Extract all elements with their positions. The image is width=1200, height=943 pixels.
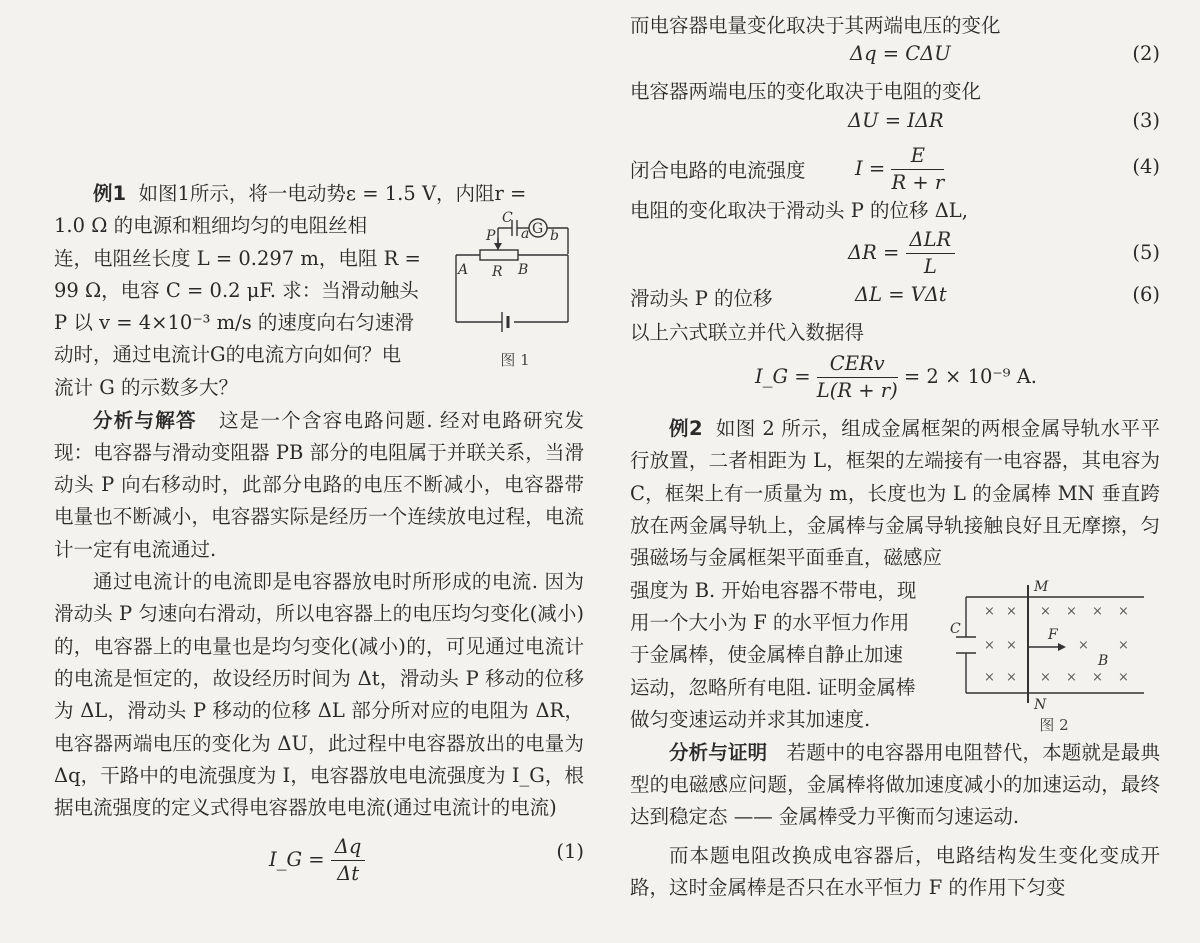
equation-7: I_G = $\frac{\text{CERv}}{L(R + r)}$ = 2 × 10⁻⁹ A. [755, 352, 1037, 403]
equation-2: Δq = CΔU (2) [850, 42, 1160, 66]
fig1-label-P: P [486, 228, 496, 245]
svg-text:×: × [1078, 637, 1089, 653]
example1-line: P 以 v = 4×10⁻³ m/s 的速度向右匀速滑 [54, 311, 414, 335]
last-paragraph: 而本题电阻改换成电容器后，电路结构发生变化变成开路，这时金属棒是否只在水平恒力 F 的作用下匀变 [630, 843, 1160, 899]
rail-diagram-2 [948, 575, 1160, 710]
example1-line: 99 Ω，电容 C = 0.2 μF. 求：当滑动触头 [54, 278, 419, 302]
example1-label: 例1 [93, 182, 127, 205]
svg-text:×: × [1092, 603, 1103, 619]
svg-text:×: × [984, 637, 995, 653]
equation-number: (1) [556, 840, 584, 864]
text-line: 电阻的变化取决于滑动头 P 的位移 ΔL, [630, 198, 968, 222]
fig1-label-B: B [518, 262, 529, 279]
figure-1 [446, 210, 584, 370]
equation-number: (3) [1132, 108, 1160, 132]
equation-3: ΔU = IΔR (3) [848, 108, 1160, 132]
svg-text:×: × [1066, 669, 1077, 685]
figure-2-caption: 图 2 [1039, 715, 1069, 734]
figure-1-caption: 图 1 [500, 351, 530, 370]
equation-number: (5) [1132, 240, 1160, 264]
svg-text:×: × [1040, 603, 1051, 619]
example2-label: 例2 [669, 417, 703, 441]
text-line: 电容器两端电压的变化取决于电阻的变化 [630, 80, 982, 104]
equation-number: (4) [1132, 154, 1160, 178]
fig2-label-F: F [1048, 626, 1058, 643]
figure-2 [948, 575, 1160, 735]
paragraph-2: 通过电流计的电流即是电容器放电时所形成的电流. 因为滑动头 P 匀速向右滑动，所以电容器上的电压均匀变化(减小)的，电容器上的电量也是均匀变化(减小)的，可见通过电流计的电流是恒定的，故设经历时间为 Δt，滑动头 P 移动的位移为 ΔL，滑动头 P 移动的位移 ΔL 部分所对应的电阻为 ΔR，电容器两端电压的变化为 ΔU，此过程中电容器放出的电量为 Δq，干路中的电流强度为 I，电容器放电电流强度为 I_G，根据电流强度的定义式得电容器放电电流(通过电流计的电流) [54, 570, 584, 820]
text-line: 以上六式联立并代入数据得 [630, 320, 865, 344]
example2-wrapped-text: 强度为 B. 开始电容器不带电，现 用一个大小为 F 的水平恒力作用 于金属棒，使金属棒自静止加速 运动，忽略所有电阻. 证明金属棒 做匀变速运动并求其加速度. [630, 578, 917, 731]
example1-line: 例1 如图1所示，将一电动势ε = 1.5 V，内阻r = [93, 182, 527, 205]
svg-text:×: × [984, 603, 995, 619]
equation-6: 滑动头 P 的位移 ΔL = VΔt (6) [630, 282, 1160, 310]
svg-text:×: × [1092, 669, 1103, 685]
proof-paragraph: 分析与证明 若题中的电容器用电阻替代，本题就是最典型的电磁感应问题，金属棒将做加速度减小的加速运动，最终达到稳定态 —— 金属棒受力平衡而匀速运动. [630, 740, 1160, 829]
example1-line: 1.0 Ω 的电源和粗细均匀的电阻丝相 [54, 214, 368, 238]
fig2-label-M: M [1034, 578, 1049, 595]
example2-paragraph: 例2 如图 2 所示，组成金属框架的两根金属导轨水平平行放置，二者相距为 L，框架的左端接有一电容器，其电容为 C，框架上有一质量为 m，长度也为 L 的金属棒 MN 垂直跨放在两金属导轨上，金属棒与金属导轨接触良好且无摩擦，匀强磁场与金属框架平面垂直，磁感应 [630, 417, 1160, 570]
text-line: 而电容器电量变化取决于其两端电压的变化 [630, 14, 1001, 37]
svg-text:×: × [1006, 637, 1017, 653]
example1-line: 连，电阻丝长度 L = 0.297 m，电阻 R = [54, 246, 421, 270]
example1-wrapped-text [54, 210, 449, 371]
svg-text:×: × [1040, 669, 1051, 685]
example2-figure-block [630, 575, 1160, 737]
analysis-text: 这是一个含容电路问题. 经对电路研究发现：电容器与滑动变阻器 PB 部分的电阻属于并联关系，当滑动头 P 向右移动时，此部分电路的电压不断减小，电容器带电量也不断减小，电容器实际是经历一个连续放电过程，电流计一定有电流通过. [54, 408, 584, 561]
example1-figure-block [54, 210, 584, 372]
example1-line: 流计 G 的示数多大？ [54, 376, 238, 400]
circuit-diagram-1 [446, 210, 584, 345]
svg-text:×: × [984, 669, 995, 685]
analysis-paragraph [54, 405, 584, 566]
fig2-label-C: C [950, 620, 961, 637]
svg-text:×: × [1006, 603, 1017, 619]
svg-text:×: × [1118, 637, 1129, 653]
fig2-label-N: N [1034, 696, 1047, 710]
fig2-label-B: B [1098, 652, 1109, 669]
equation-1: I_G = $\frac{\Delta q}{\Delta t}$ (1) [269, 835, 584, 886]
svg-text:×: × [1066, 603, 1077, 619]
analysis-label: 分析与解答 [93, 408, 197, 432]
fig1-label-C: C [502, 210, 513, 227]
proof-label: 分析与证明 [669, 740, 768, 764]
fig1-label-b: b [550, 228, 559, 245]
right-column [630, 0, 1160, 904]
galvanometer-label: G [532, 221, 544, 238]
svg-text:×: × [1118, 603, 1129, 619]
equation-number: (6) [1132, 282, 1160, 306]
equation-4: 闭合电路的电流强度 I = $\frac{E}{R + r}$ (4) [630, 143, 1160, 194]
svg-text:×: × [1118, 669, 1129, 685]
left-column [54, 0, 584, 886]
example1-line: 动时，通过电流计G的电流方向如何？电 [54, 343, 402, 367]
fig1-label-A: A [458, 262, 469, 279]
svg-text:×: × [1006, 669, 1017, 685]
equation-number: (2) [1132, 42, 1160, 66]
fig1-label-R: R [492, 264, 503, 281]
equation-5: ΔR = $\frac{\text{ΔLR}}{L}$ (5) [848, 227, 1160, 278]
fig1-label-a: a [521, 226, 530, 243]
